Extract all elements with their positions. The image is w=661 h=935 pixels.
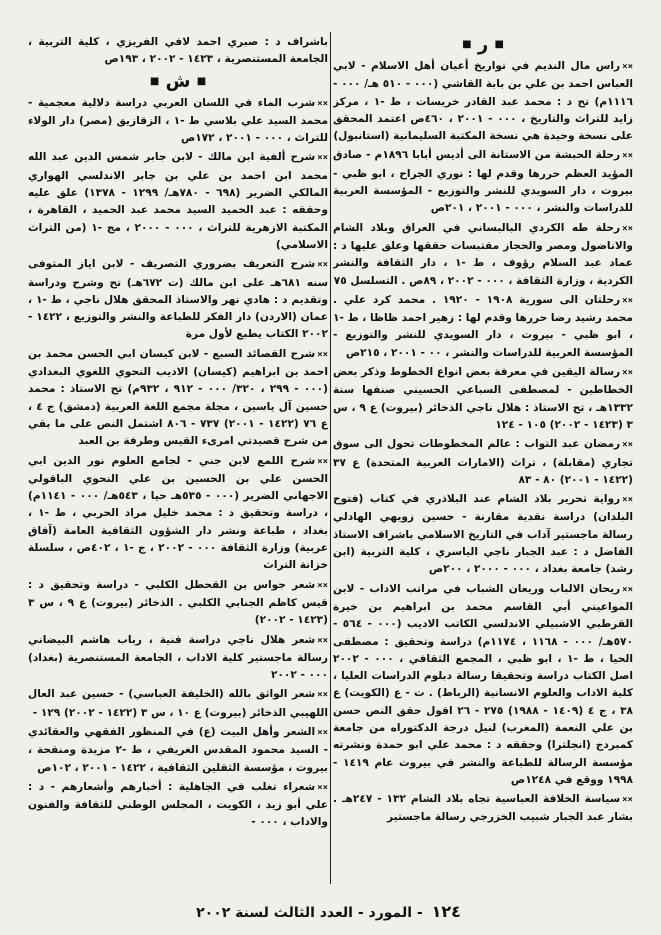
entry-text: الشعر وأهل البيت (ع) في المنظور الفقهي والعقائدي - السيد محمود المقدس الغريفي ، ط -٢ مزيدة ومنقحة ، بيروت ، مؤسسة الثقلين الثقافية ، ١٤٢٢ - ٢٠٠١ ، ١٠٢ص [28, 725, 328, 774]
bibliography-entry [333, 436, 633, 489]
left-entries [28, 95, 328, 832]
entry-text: رواية تحرير بلاد الشام عند البلاذري في كتاب (فتوح البلدان) دراسة نقدية مقارنة - حسين زويهي الهادلي رسالة ماجستير آداب في التاريخ الاسلامي باشراف الاستاذ الفاضل د : عبد الجبار ناجي الياسري ، كلية التربية (ابن رشد) جامعة بغداد ، ٠٠٠ - ٢٠٠٠ ، ٢٠٠ص [333, 493, 633, 576]
entry-marker: ×× [317, 153, 328, 164]
page-number: ١٢٤ [431, 902, 461, 921]
entry-text: رحلة طه الكردي البالبساني في العراق وبلاد الشام والاناضول ومصر والحجاز مقتبسات حققها وعلق عليها د : عماد عبد السلام رؤوف ، ط -١ ، دار الثقافة والنشر الكردية ، وزارة الثقافة ، ٠٠٠ - ٢٠٠٢ ، ٨٩ص . التسلسل ٧٥ [333, 221, 633, 287]
entry-text: راس مال النديم في تواريخ أعيان أهل الاسلام - لابي العباس احمد بن علي بن بابة القاشي (٠٠٠ - ٥١٠ هـ/ ٠٠٠ - ١١١٦م) تح د : محمد عبد القادر خريسات ، ط -١ ، مركز زايد للتراث والتاريخ ، ٠٠٠ - ٢٠٠١ ، ٤٦٠ص اعتمد المحقق على نسخة وحيدة هي نسخة المكتبة السليمانية (استانبول) [333, 60, 633, 143]
section-letter-shin: ■ ش ■ [149, 70, 207, 92]
bibliography-entry [333, 147, 633, 217]
entry-text: شعر هلال ناجي دراسة فنية ، رباب هاشم البيضاني رسالة ماجستير كلية الاداب ، الجامعة المستنصرية (بغداد) ٠٠٠ - ٢٠٠٢ [28, 633, 328, 682]
entry-marker: ×× [622, 495, 633, 506]
bibliography-entry [333, 220, 633, 290]
entry-text: رحلتان الى سورية ١٩٠٨ - ١٩٢٠ . محمد كرد علي . محمد رشيد رضا حررها وقدم لها : زهير احمد ظاظا ، ط -١ ، ابو ظبي - بيروت ، دار السويدي للنشر والتوزيع - المؤسسة العربية للدراسات والنشر ، ٠٠ - ٢٠٠١ ، ٢١٥ص [333, 293, 633, 359]
entry-text: سياسة الخلافة العباسية تجاه بلاد الشام ١٣٢ - ٢٤٧هـ . بشار عبد الجبار شبيب الخزرجي رسالة ماجستير [333, 793, 633, 824]
bibliography-entry [333, 364, 633, 434]
right-column [333, 34, 633, 886]
entry-text: رحلة الحبشة من الاستانة الى أديس أبابا ١٨٩٦م - صادق المؤيد العظم حررها وقدم لها : نوري الجراح ، ابو ظبي - بيروت ، دار السويدي للنشر والتوزيع - المؤسسة العربية للدراسات والنشر ، ٠٠٠ - ٢٠٠١ ، ٢٠١ص [333, 149, 633, 215]
bibliography-entry [28, 95, 328, 148]
entry-marker: ×× [317, 635, 328, 646]
entry-text: شرح اللمع لابن جني - لجامع العلوم نور الدين ابي الحسن علي بن الحسين بن علي النحوي الباقولي الاجهاني الضرير (٠٠٠ - ٥٣٥هـ حيا ، ٥٤٣هـ/ ٠٠٠ - ١١٤١م) ، دراسة وتحقيق د : محمد خليل مراد الحربي ، ط -١ ، بغداد ، طباعة ونشر دار الشؤون الثقافية العامة (آفاق عربية) وزارة الثقافة ٠٠٠ - ٢٠٠٢ ، ج -١ ، ٤٠٢ص ، سلسلة خزانة التراث [28, 454, 328, 572]
entry-text: شعر الواثق بالله (الخليفة العباسي) - حسين عبد العال اللهيبي الذخائر (بيروت) ع ١٠ ، س ٣ (١٤٢٢ - ٢٠٠٢) ١٢٩ - [28, 688, 328, 719]
entry-text: ريحان الالباب وريعان الشباب في مراتب الاداب - لابن المواعيني أبي القاسم محمد بن ابراهيم بن خيرة القرطبي الاشبيلي الاندلسي الكاتب الاديب (٠٠٠ - ٥٦٤ - ٥٧٠هـ/ ٠٠٠ - ١١٦٨ ، ١١٧٤م) دراسة وتحقيق : مصطفى الحيا ، ط -١ ، ابو ظبي ، المجمع الثقافي ، ٠٠٠ - ٢٠٠٢ اصل الكتاب دراسة وتحقيقا رسالة دبلوم الدراسات العليا ، كلية الاداب والعلوم الانسانية (الرباط) . ت - ع (الكويت) ع ٣٨ ، ج ٤ (١٤٠٩ - ١٩٨٨) ٢٧٥ - ٢٦ اقول حقق النص حسن بن علي النعمة (المغرب) لنيل درجة الدكتوراه من جامعة كمبردج (انجلترا) وحققه د : محمد علي ابو حمدة ونشرته مؤسسة الرسالة للطباعة والنشر في بيروت عام ١٤١٩ - ١٩٩٨ ووقع في ١٢٤٨ص [333, 582, 633, 786]
issue-text: المورد - العدد الثالث لسنة ٢٠٠٢ [196, 905, 412, 921]
continued-entry: باشراف د : صبري احمد لافي الفريزي ، كلية التربية ، الجامعة المستنصرية ، ١٤٢٣ - ٢٠٠٢ ، ١٩٣ص [28, 36, 328, 66]
bibliography-entry [28, 256, 328, 343]
bibliography-entry [333, 292, 633, 362]
page-footer [0, 897, 661, 927]
bibliography-entry [28, 577, 328, 630]
entry-marker: ×× [622, 368, 633, 379]
entry-marker: ×× [317, 690, 328, 701]
bibliography-entry [28, 149, 328, 254]
entry-text: شرح القصائد السبع - لابن كيسان ابي الحسن محمد بن احمد بن ابراهيم (كيسان) الاديب النحوي اللغوي البغدادي (٠٠٠ - ٢٩٩ ، ٣٢٠/ ٠٠٠ - ٩١٢ ، ٩٣٢م) تح الاستاذ : محمد حسين آل ياسين ، مجلة مجمع اللغة العربية (دمشق) ج ٤ ، ع ٧٦ (١٤٢٢ - ٢٠٠١) ٧٣٧ - ٨٠٦ اشتمل النص على ما بقي من شرح قصيدتي امرىء القيس وطرفة بن العبد [28, 347, 328, 448]
entry-marker: ×× [317, 580, 328, 591]
entry-text: شعر جواس بن القحطل الكلبي - دراسة وتحقيق د : قيس كاظم الجنابي الكلبي . الذخائر (بيروت) ع ٩ ، س ٣ (١٤٢٣ - ٢٠٠٢) [28, 578, 328, 627]
bibliography-entry [28, 346, 328, 451]
entry-text: رسالة اليقين في معرفة بعض انواع الخطوط وذكر بعض الخطاطين - لمصطفى السباعي الحسيني صنفها سنة ١٣٣٢هـ ، تح الاستاذ : هلال ناجي الذخائر (بيروت) ع ٩ ، س ٣ (١٤٢٣ - ٢٠٠٢) ١٠٥ - ١٢٤ [333, 366, 633, 431]
entry-marker: ×× [622, 795, 633, 806]
entry-text: شرح ألفية ابن مالك - لابن جابر شمس الدين عبد الله محمد ابن احمد بن علي بن جابر الاندلسي الهواري المالكي الضرير (٦٩٨ - ٧٨٠هـ/ ١٢٩٩ - ١٣٧٨) علق عليه وحققه : عبد الحميد السيد محمد عبد الحميد ، القاهرة ، المكتبة الازهرية للتراث ، ٠٠٠ - ٢٠٠٠ ، مج -١ (من التراث الاسلامي) [28, 151, 328, 251]
bibliography-entry [28, 686, 328, 722]
entry-text: شرح التعريف بضروري التصريف - لابن اياز المتوفى سنه ٦٨١هـ على ابن مالك (ت ٦٧٢هـ) تح وشرح ودراسة وتقديم د : هادي نهر والاستاذ المحقق هلال ناجي ، ط -١ ، عمان (الاردن) دار الفكر للطباعة والنشر والتوزيع ، ١٤٢٢ - ٢٠٠٢ الكتاب يطبع لأول مرة [28, 258, 328, 341]
bibliography-entry [28, 632, 328, 685]
entry-text: رمضان عبد التواب : عالم المخطوطات تحول الى سوق تجاري (مقابلة) ، تراث (الامارات العربية المتحدة) ع ٣٧ (١٤٢٢ - ٢٠٠١) ٨٠ - ٨٣ [333, 438, 633, 486]
entry-marker: ×× [622, 440, 633, 451]
entry-marker: ×× [622, 151, 633, 162]
entry-text: شرب الماء في اللسان العربي دراسة دلالية معجمية - محمد السيد علي بلاسي ط -١ ، الزقازيق (مصر) دار الولاء للتراث ، ٠٠٠ - ٢٠٠١ ، ١٧٢ص [28, 96, 328, 145]
section-letter-ra: ■ ر ■ [462, 34, 504, 55]
entry-marker: ×× [317, 260, 328, 271]
entry-marker: ×× [622, 223, 633, 234]
entry-marker: ×× [622, 62, 633, 72]
entry-marker: ×× [622, 295, 633, 306]
bibliography-entry [28, 453, 328, 575]
entry-marker: ×× [317, 727, 328, 738]
entry-marker: ×× [317, 349, 328, 360]
left-column [28, 34, 328, 886]
entry-marker: ×× [622, 584, 633, 595]
entry-marker: ×× [317, 782, 328, 793]
footer-separator: - [416, 905, 423, 921]
bibliography-entry [333, 58, 633, 145]
right-entries [333, 58, 633, 827]
entry-marker: ×× [317, 98, 328, 109]
bibliography-entry [333, 791, 633, 827]
bibliography-entry [333, 491, 633, 578]
column-divider [330, 32, 331, 884]
entry-marker: ×× [317, 456, 328, 467]
entry-text: شعراء تغلب في الجاهلية : أخبارهم وأشعارهم - د : علي أبو زيد ، الكويت ، المجلس الوطني للثقافة والفنون والاداب ، ٠٠٠ - [28, 780, 328, 829]
bibliography-entry [28, 724, 328, 777]
bibliography-entry [28, 779, 328, 832]
bibliography-entry [333, 581, 633, 790]
